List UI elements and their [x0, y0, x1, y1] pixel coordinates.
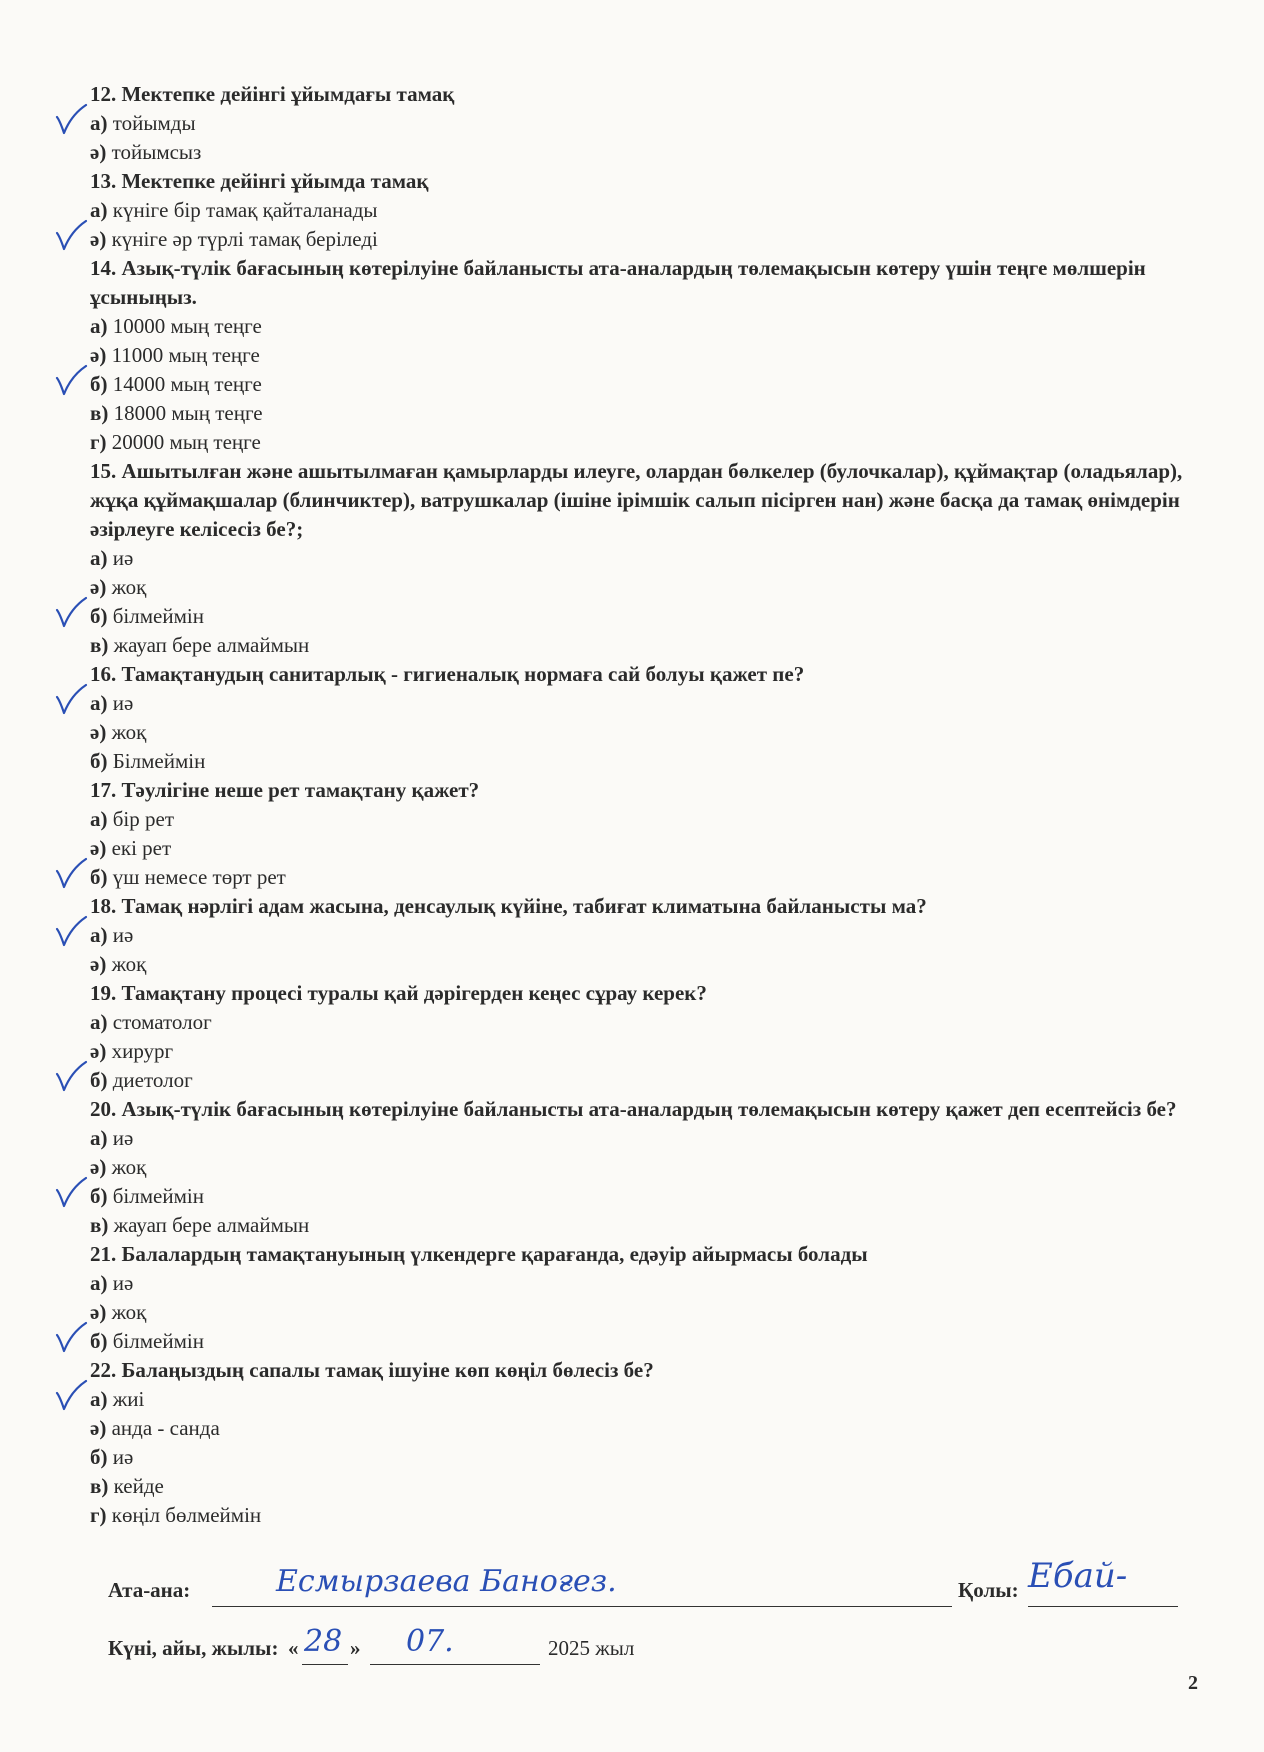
- answer-option: [90, 399, 1200, 428]
- option-letter: б): [90, 372, 108, 396]
- option-text: 14000 мың теңге: [107, 372, 262, 396]
- option-text: жауап бере алмаймын: [108, 633, 310, 657]
- answer-option: [90, 312, 1200, 341]
- checkmark-icon: [54, 364, 88, 398]
- date-month-line: [370, 1634, 540, 1665]
- answer-option: [90, 544, 1200, 573]
- option-text: кейде: [108, 1474, 164, 1498]
- question-text: 14. Азық-түлік бағасының көтерілуіне байланысты ата-аналардың төлемақысын көтеру үшін теңге мөлшерін ұсыныңыз.: [90, 256, 1146, 309]
- answer-option: [90, 1037, 1200, 1066]
- questionnaire: [90, 80, 1200, 1530]
- option-letter: ә): [90, 343, 107, 367]
- option-text: жоқ: [106, 1155, 147, 1179]
- option-letter: ә): [90, 1300, 107, 1324]
- option-text: үш немесе төрт рет: [107, 865, 286, 889]
- option-letter: а): [90, 198, 108, 222]
- date-label: Күні, айы, жылы:: [108, 1636, 279, 1660]
- date-close-quote: »: [350, 1636, 361, 1660]
- option-letter: а): [90, 691, 108, 715]
- option-text: Білмеймін: [107, 749, 206, 773]
- option-letter: б): [90, 865, 108, 889]
- checkmark-icon: [54, 1176, 88, 1210]
- option-text: білмеймін: [107, 1184, 204, 1208]
- option-letter: ә): [90, 720, 107, 744]
- question-text: 20. Азық-түлік бағасының көтерілуіне байланысты ата-аналардың төлемақысын көтеру қажет деп есептейсіз бе?: [90, 1097, 1177, 1121]
- answer-option: [90, 138, 1200, 167]
- answer-option: [90, 573, 1200, 602]
- checkmark-icon: [54, 103, 88, 137]
- question-text: 21. Балалардың тамақтануының үлкендерге қарағанда, едәуір айырмасы болады: [90, 1242, 868, 1266]
- option-text: тойымсыз: [106, 140, 202, 164]
- option-letter: ә): [90, 227, 107, 251]
- date-row: [108, 1624, 1208, 1668]
- date-month-handwritten: 07.: [406, 1624, 454, 1659]
- option-letter: ә): [90, 1155, 107, 1179]
- answer-option: [90, 196, 1200, 225]
- option-text: жиі: [107, 1387, 145, 1411]
- answer-option: [90, 1327, 1200, 1356]
- option-letter: а): [90, 546, 108, 570]
- option-text: жоқ: [106, 720, 147, 744]
- answer-option: [90, 428, 1200, 457]
- page-number: 2: [1188, 1672, 1198, 1694]
- option-text: стоматолог: [107, 1010, 212, 1034]
- checkmark-icon: [54, 857, 88, 891]
- option-letter: ә): [90, 1039, 107, 1063]
- option-letter: а): [90, 923, 108, 947]
- answer-option: [90, 1443, 1200, 1472]
- answer-option: [90, 1066, 1200, 1095]
- option-text: білмеймін: [107, 1329, 204, 1353]
- option-text: иә: [107, 1445, 134, 1469]
- answer-option: [90, 1153, 1200, 1182]
- answer-option: [90, 1008, 1200, 1037]
- checkmark-icon: [54, 1379, 88, 1413]
- parent-label: Ата-ана:: [108, 1578, 191, 1602]
- checkmark-icon: [54, 1060, 88, 1094]
- option-letter: в): [90, 633, 109, 657]
- option-text: жоқ: [106, 952, 147, 976]
- option-text: жауап бере алмаймын: [108, 1213, 310, 1237]
- option-text: бір рет: [107, 807, 175, 831]
- answer-option: [90, 689, 1200, 718]
- checkmark-icon: [54, 219, 88, 253]
- option-text: жоқ: [106, 1300, 147, 1324]
- option-letter: ә): [90, 575, 107, 599]
- checkmark-icon: [54, 596, 88, 630]
- answer-option: [90, 602, 1200, 631]
- parent-name-handwritten: Есмырзаева Баноғез.: [276, 1564, 617, 1599]
- option-letter: б): [90, 1068, 108, 1092]
- answer-option: [90, 718, 1200, 747]
- option-letter: в): [90, 1213, 109, 1237]
- option-letter: ә): [90, 836, 107, 860]
- option-text: 11000 мың теңге: [106, 343, 260, 367]
- question-text: 15. Ашытылған және ашытылмаған қамырларды илеуге, олардан бөлкелер (булочкалар), құймақтар (оладьялар), жұқа құймақшалар (блинчиктер), ватрушкалар (ішіне ірімшік салып пісірген нан) және басқа да тамақ өнімдерін әзірлеуге келісесіз бе?;: [90, 459, 1183, 541]
- option-letter: б): [90, 1329, 108, 1353]
- parent-row: [108, 1556, 1208, 1610]
- option-text: иә: [107, 1271, 134, 1295]
- option-text: иә: [107, 691, 134, 715]
- answer-option: [90, 631, 1200, 660]
- answer-option: [90, 1182, 1200, 1211]
- option-text: диетолог: [107, 1068, 193, 1092]
- answer-option: [90, 863, 1200, 892]
- date-day-handwritten: 28: [304, 1624, 343, 1659]
- answer-option: [90, 1472, 1200, 1501]
- answer-option: [90, 1211, 1200, 1240]
- option-text: 20000 мың теңге: [106, 430, 261, 454]
- option-text: 18000 мың теңге: [108, 401, 263, 425]
- answer-option: [90, 225, 1200, 254]
- option-letter: в): [90, 1474, 109, 1498]
- answer-option: [90, 341, 1200, 370]
- option-letter: а): [90, 1010, 108, 1034]
- option-text: күнігe әр түрлі тамақ беріледі: [106, 227, 378, 251]
- option-text: көңіл бөлмеймін: [106, 1503, 262, 1527]
- option-letter: а): [90, 1126, 108, 1150]
- date-open-quote: «: [288, 1636, 299, 1660]
- option-text: білмеймін: [107, 604, 204, 628]
- option-letter: ә): [90, 952, 107, 976]
- answer-option: [90, 1385, 1200, 1414]
- checkmark-icon: [54, 915, 88, 949]
- option-letter: ә): [90, 140, 107, 164]
- checkmark-icon: [54, 683, 88, 717]
- year-text: 2025 жыл: [548, 1636, 635, 1660]
- handwritten-signature: Ебай-: [1028, 1556, 1128, 1596]
- option-letter: а): [90, 111, 108, 135]
- option-text: күнігe бір тамақ қайталанады: [107, 198, 378, 222]
- answer-option: [90, 1269, 1200, 1298]
- answer-option: [90, 921, 1200, 950]
- option-letter: г): [90, 430, 107, 454]
- answer-option: [90, 1414, 1200, 1443]
- answer-option: [90, 805, 1200, 834]
- option-text: екі рет: [106, 836, 172, 860]
- answer-option: [90, 1501, 1200, 1530]
- question-text: 13. Мектепке дейінгі ұйымда тамақ: [90, 169, 429, 193]
- option-text: жоқ: [106, 575, 147, 599]
- answer-option: [90, 1298, 1200, 1327]
- question-text: 22. Балаңыздың сапалы тамақ ішуіне көп көңіл бөлесіз бе?: [90, 1358, 654, 1382]
- question-text: 19. Тамақтану процесі туралы қай дәрігерден кеңес сұрау керек?: [90, 981, 707, 1005]
- signature-label: Қолы:: [958, 1578, 1019, 1602]
- question-text: 16. Тамақтанудың санитарлық - гигиеналық нормаға сай болуы қажет пе?: [90, 662, 805, 686]
- option-text: анда - санда: [106, 1416, 220, 1440]
- option-letter: г): [90, 1503, 107, 1527]
- option-letter: а): [90, 807, 108, 831]
- option-text: 10000 мың теңге: [107, 314, 262, 338]
- option-letter: б): [90, 1184, 108, 1208]
- option-letter: б): [90, 1445, 108, 1469]
- option-letter: в): [90, 401, 109, 425]
- answer-option: [90, 370, 1200, 399]
- option-text: хирург: [106, 1039, 174, 1063]
- question-text: 12. Мектепке дейінгі ұйымдағы тамақ: [90, 82, 455, 106]
- question-text: 17. Тәулігіне неше рет тамақтану қажет?: [90, 778, 480, 802]
- answer-option: [90, 747, 1200, 776]
- answer-option: [90, 1124, 1200, 1153]
- option-text: иә: [107, 923, 134, 947]
- checkmark-icon: [54, 1321, 88, 1355]
- answer-option: [90, 950, 1200, 979]
- option-letter: б): [90, 604, 108, 628]
- option-letter: а): [90, 1387, 108, 1411]
- option-text: иә: [107, 1126, 134, 1150]
- option-letter: а): [90, 1271, 108, 1295]
- option-letter: б): [90, 749, 108, 773]
- option-text: иә: [107, 546, 134, 570]
- option-letter: а): [90, 314, 108, 338]
- option-letter: ә): [90, 1416, 107, 1440]
- question-text: 18. Тамақ нәрлігі адам жасына, денсаулық күйіне, табиғат климатына байланысты ма?: [90, 894, 927, 918]
- answer-option: [90, 834, 1200, 863]
- option-text: тойымды: [107, 111, 196, 135]
- answer-option: [90, 109, 1200, 138]
